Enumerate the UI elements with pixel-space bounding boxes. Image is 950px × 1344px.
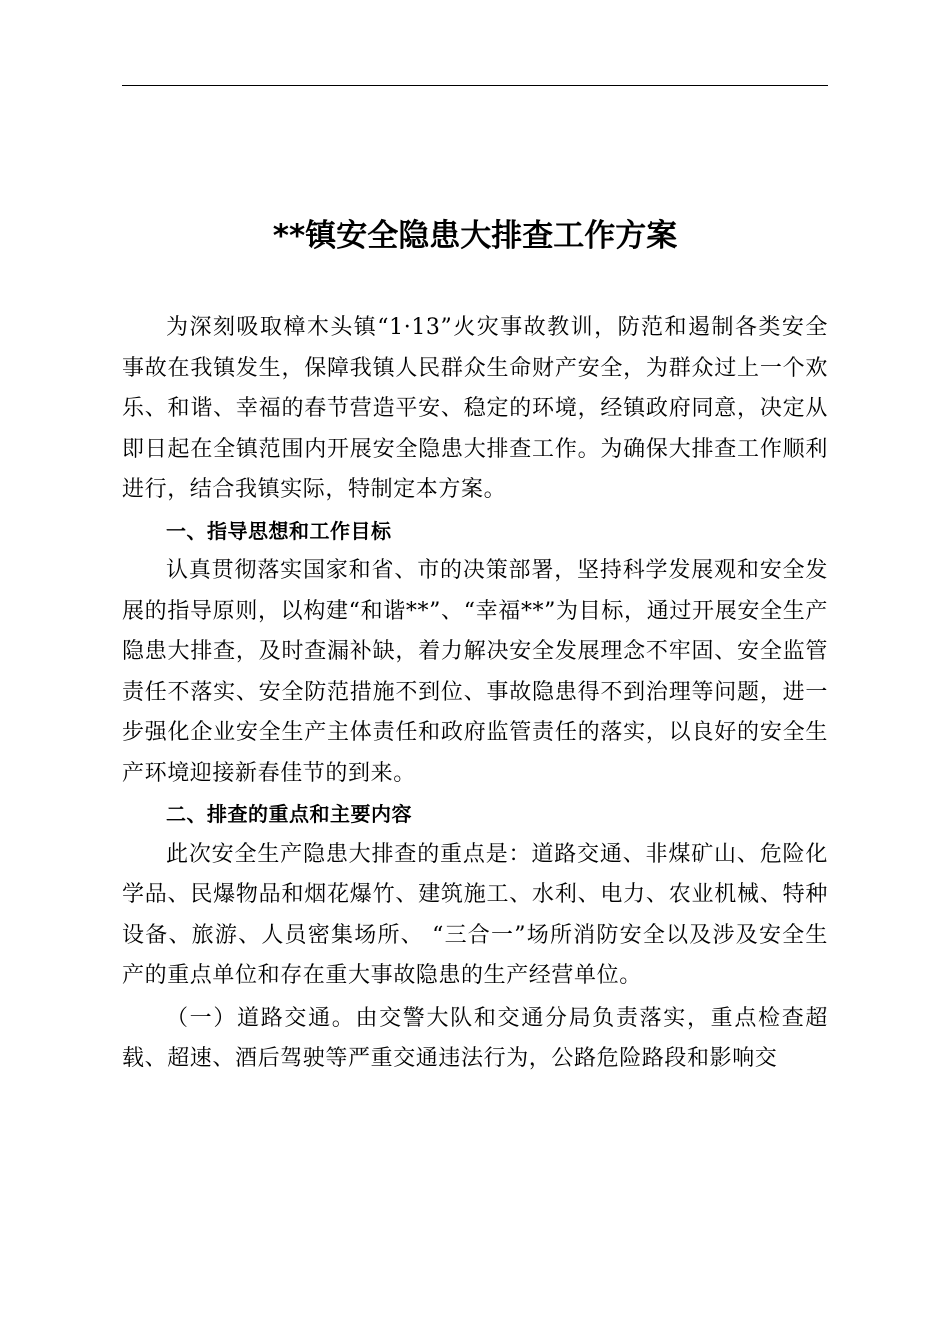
road-traffic-paragraph: （一）道路交通。由交警大队和交通分局负责落实，重点检查超载、超速、酒后驾驶等严重交通违法行为，公路危险路段和影响交 — [122, 1005, 828, 1071]
header-rule — [122, 85, 828, 86]
section-heading-2: 二、排查的重点和主要内容 — [166, 802, 412, 826]
section-1-paragraph: 认真贯彻落实国家和省、市的决策部署，坚持科学发展观和安全发展的指导原则，以构建“和谐**”、“幸福**”为目标，通过开展安全生产隐患大排查，及时查漏补缺，着力解决安全发展理念不牢固、安全监管责任不落实、安全防范措施不到位、事故隐患得不到治理等问题，进一步强化企业安全生产主体责任和政府监管责任的落实，以良好的安全生产环境迎接新春佳节的到来。 — [122, 558, 828, 786]
intro-paragraph: 为深刻吸取樟木头镇“1·13”火灾事故教训，防范和遏制各类安全事故在我镇发生，保障我镇人民群众生命财产安全，为群众过上一个欢乐、和谐、幸福的春节营造平安、稳定的环境，经镇政府同意，决定从即日起在全镇范围内开展安全隐患大排查工作。为确保大排查工作顺利进行，结合我镇实际，特制定本方案。 — [122, 315, 828, 502]
document-body — [122, 308, 828, 1080]
section-heading-1: 一、指导思想和工作目标 — [166, 518, 392, 543]
document-title: **镇安全隐患大排查工作方案 — [272, 218, 678, 254]
section-2-paragraph: 此次安全生产隐患大排查的重点是：道路交通、非煤矿山、危险化学品、民爆物品和烟花爆竹、建筑施工、水利、电力、农业机械、特种设备、旅游、人员密集场所、 “三合一”场所消防安全以及涉及安全生产的重点单位和存在重大事故隐患的生产经营单位。 — [122, 841, 828, 988]
